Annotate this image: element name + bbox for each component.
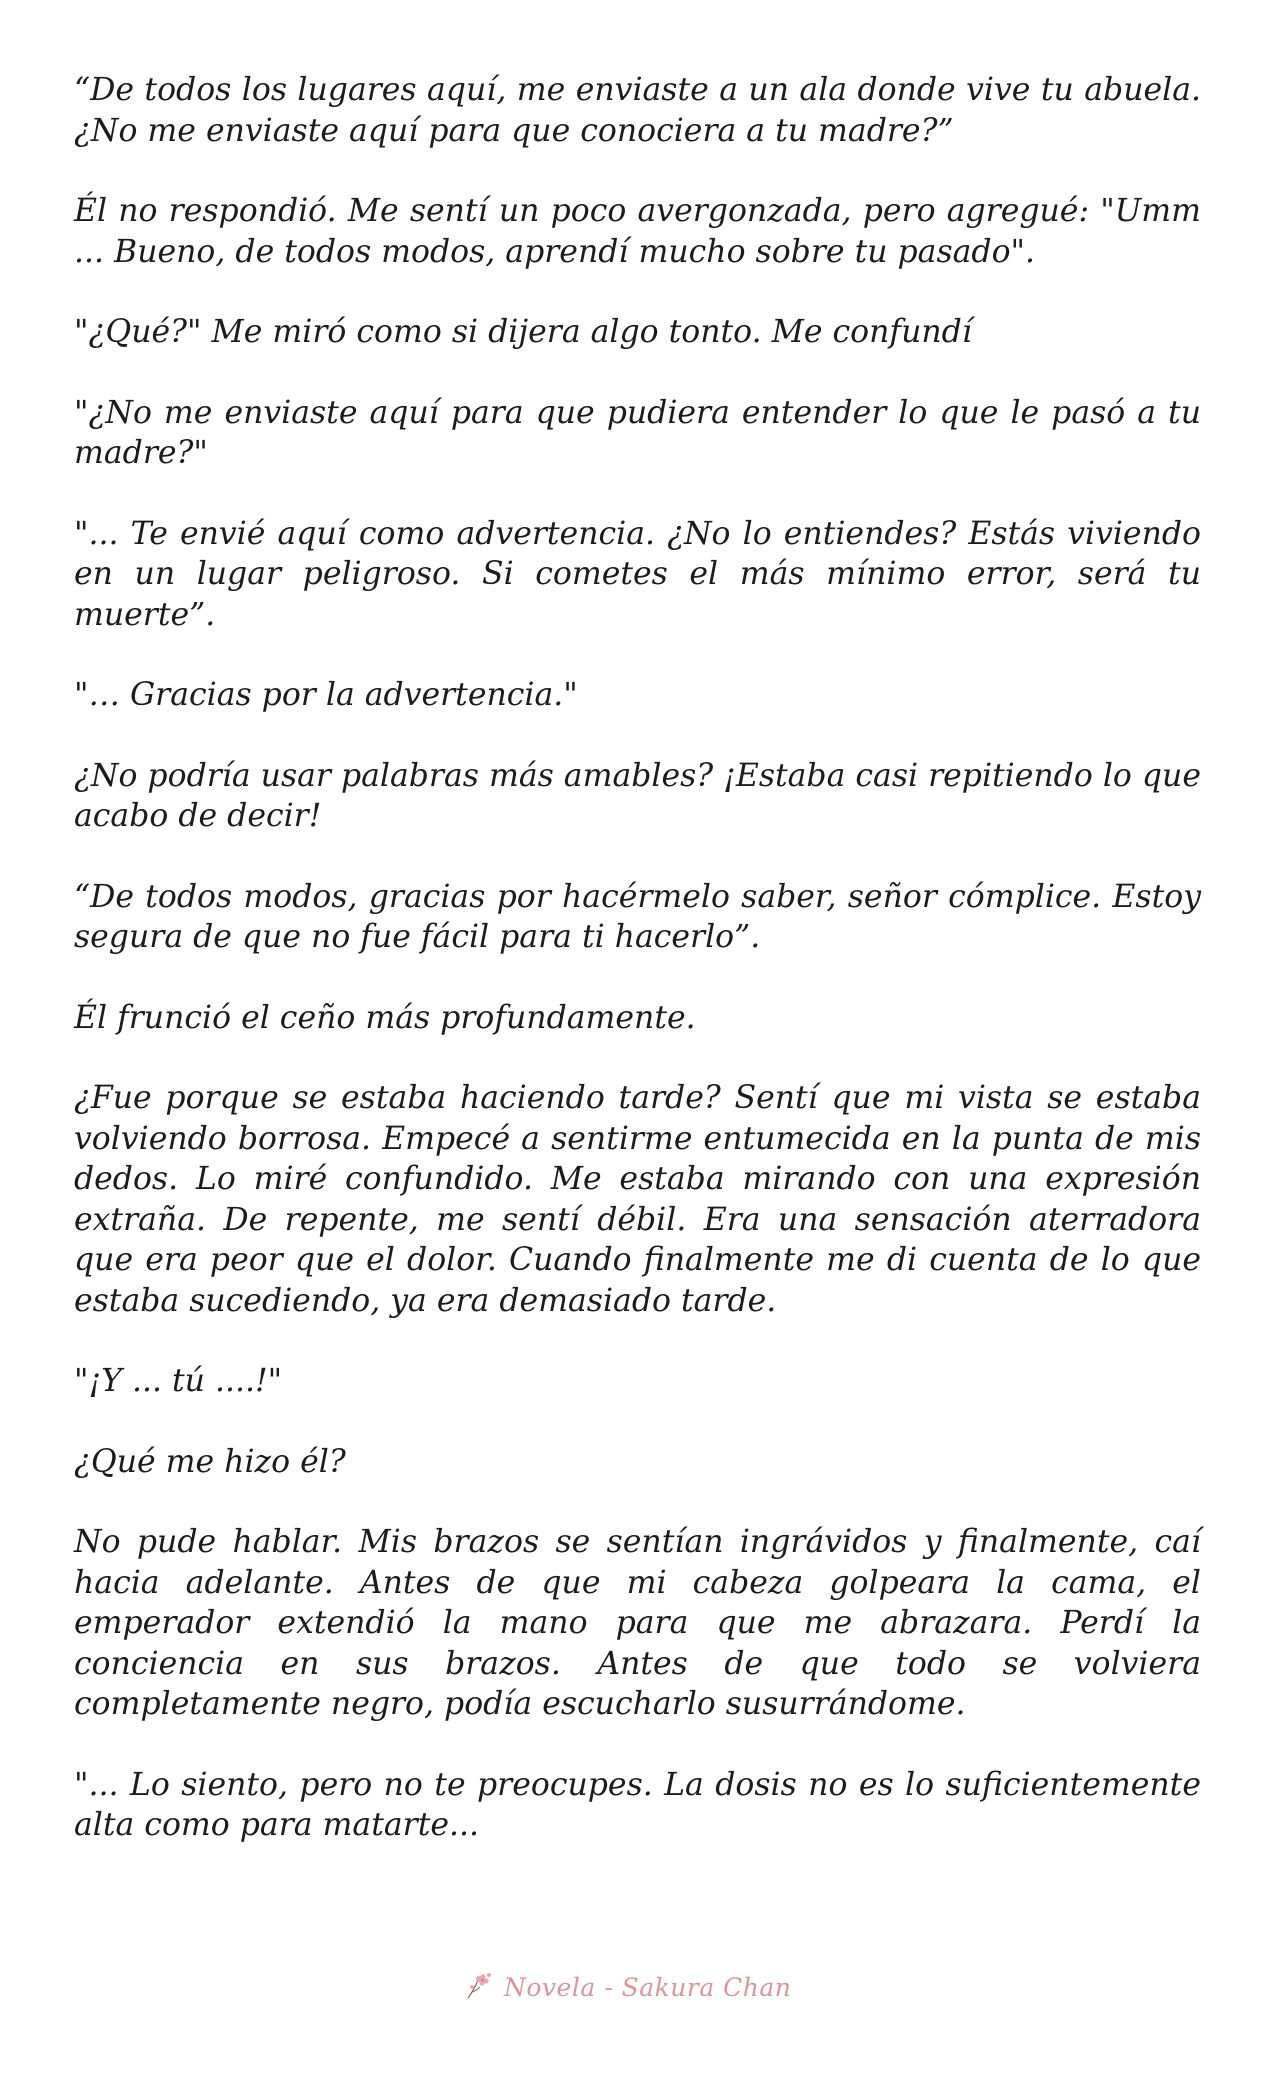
paragraph: ¿No podría usar palabras más amables? ¡Estaba casi repitiendo lo que acabo de decir! bbox=[74, 757, 1201, 834]
paragraph: "… Gracias por la advertencia." bbox=[74, 677, 578, 713]
paragraph: "¿No me enviaste aquí para que pudiera entender lo que le pasó a tu madre?" bbox=[74, 394, 1201, 471]
paragraph: Él frunció el ceño más profundamente. bbox=[74, 999, 696, 1036]
watermark-text: Novela - Sakura Chan bbox=[504, 1972, 792, 2002]
paragraph: ¿Qué me hizo él? bbox=[74, 1443, 346, 1480]
paragraph: Él no respondió. Me sentí un poco avergonzada, pero agregué: "Umm ... Bueno, de todos modos, aprendí mucho sobre tu pasado". bbox=[74, 193, 1201, 270]
sakura-flower-icon bbox=[462, 1970, 496, 2004]
paragraph: "... Te envié aquí como advertencia. ¿No lo entiendes? Estás viviendo en un lugar peligroso. Si cometes el más mínimo error, será tu muerte”. bbox=[74, 515, 1201, 633]
paragraph: "¿Qué?" Me miró como si dijera algo tonto. Me confundí bbox=[74, 314, 972, 350]
paragraph: "¡Y ... tú ....!" bbox=[74, 1363, 283, 1399]
paragraph: “De todos los lugares aquí, me enviaste a un ala donde vive tu abuela. ¿No me enviaste aquí para que conociera a tu madre?” bbox=[74, 72, 1201, 149]
watermark-footer bbox=[462, 1965, 791, 2009]
paragraph: "... Lo siento, pero no te preocupes. La dosis no es lo suficientemente alta como para matarte... bbox=[74, 1766, 1201, 1843]
paragraph: No pude hablar. Mis brazos se sentían ingrávidos y finalmente, caí hacia adelante. Antes de que mi cabeza golpeara la cama, el emperador extendió la mano para que me abrazara. Perdí la conciencia en sus brazos. Antes de que todo se volviera completamente negro, podía escucharlo susurrándome. bbox=[74, 1524, 1201, 1722]
paragraph: ¿Fue porque se estaba haciendo tarde? Sentí que mi vista se estaba volviendo borrosa. Empecé a sentirme entumecida en la punta de mis dedos. Lo miré confundido. Me estaba mirando con una expresión extraña. De repente, me sentí débil. Era una sensación aterradora que era peor que el dolor. Cuando finalmente me di cuenta de lo que estaba sucediendo, ya era demasiado tarde. bbox=[74, 1080, 1201, 1319]
paragraph: “De todos modos, gracias por hacérmelo saber, señor cómplice. Estoy segura de que no fue fácil para ti hacerlo”. bbox=[74, 878, 1201, 955]
document-body bbox=[74, 70, 1201, 1886]
